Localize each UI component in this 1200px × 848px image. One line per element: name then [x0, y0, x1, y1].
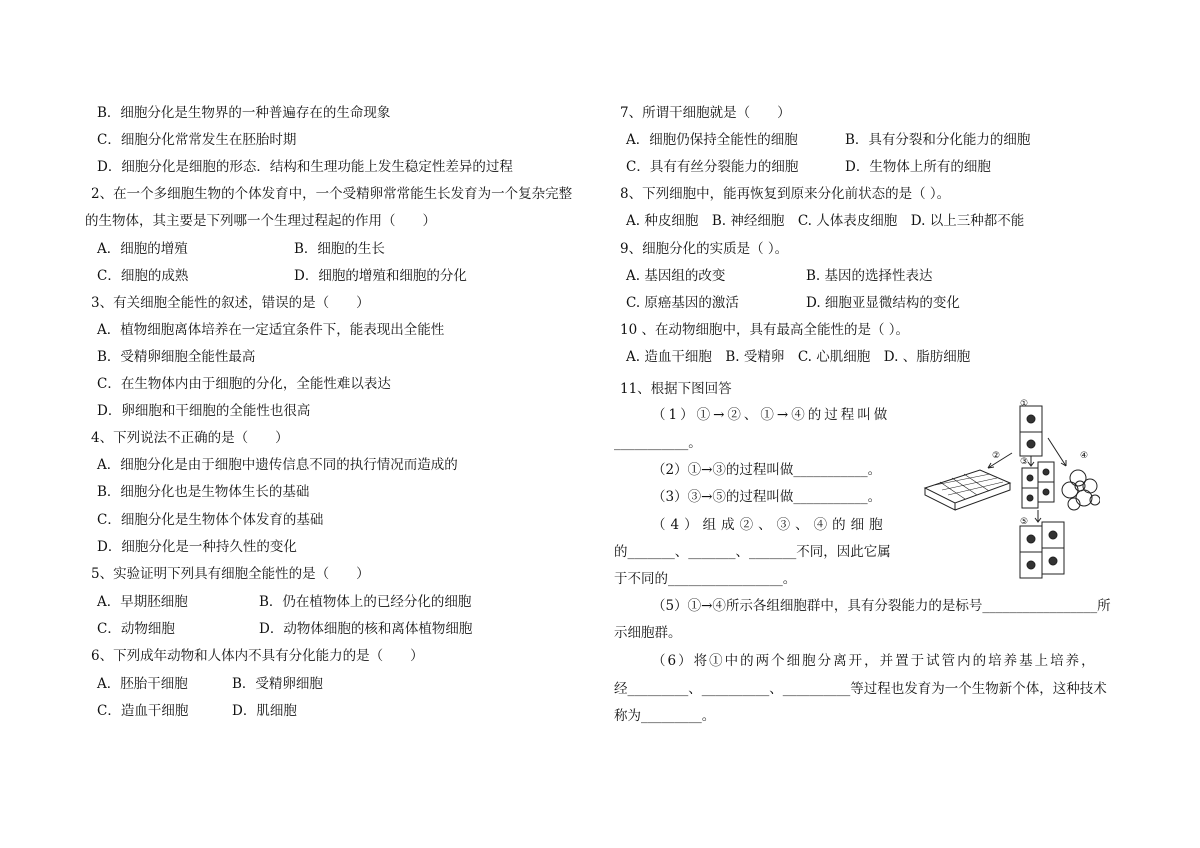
q5-option-d: D．动物体细胞的核和离体植物细胞	[259, 621, 473, 637]
q4-stem: 4、下列说法不正确的是（ ）	[91, 430, 289, 446]
figure-label-5: ⑤	[1020, 517, 1029, 527]
q11-part1: （1）①→②、①→④的过程叫做	[652, 407, 891, 423]
q2-option-a: A．细胞的增殖	[97, 241, 188, 257]
q9-option-b: B. 基因的选择性表达	[806, 268, 933, 284]
q3-option-a: A．植物细胞离体培养在一定适宜条件下，能表现出全能性	[97, 322, 445, 338]
figure-label-4: ④	[1080, 451, 1089, 461]
q6-option-d: D．肌细胞	[232, 703, 297, 719]
q11-part4-cont: 的_______、_______、_______不同，因此它属	[614, 544, 891, 560]
q8-options: A. 种皮细胞 B. 神经细胞 C. 人体表皮细胞 D. 以上三种都不能	[626, 213, 1025, 229]
q11-part4-cont2: 于不同的_________________。	[614, 571, 797, 587]
q11-part4: （4）组成②、③、④的细胞	[652, 517, 888, 533]
q6-stem: 6、下列成年动物和人体内不具有分化能力的是（ ）	[91, 648, 424, 664]
q9-option-c: C. 原癌基因的激活	[626, 295, 739, 311]
q3-stem: 3、有关细胞全能性的叙述，错误的是（ ）	[91, 295, 370, 311]
q7-option-c: C．具有有丝分裂能力的细胞	[626, 159, 799, 175]
q11-part6-cont: 经_________、__________、__________等过程也发育为一个生物新个体，这种技术	[614, 681, 1107, 697]
q11-part5-cont: 示细胞群。	[614, 625, 682, 641]
q3-option-d: D．卵细胞和干细胞的全能性也很高	[97, 403, 311, 419]
q7-option-d: D．生物体上所有的细胞	[845, 159, 991, 175]
figure-label-2: ②	[992, 451, 1001, 461]
q6-option-a: A．胚胎干细胞	[97, 676, 188, 692]
q7-option-b: B．具有分裂和分化能力的细胞	[845, 132, 1031, 148]
q2-option-d: D．细胞的增殖和细胞的分化	[294, 268, 467, 284]
q3-option-c: C．在生物体内由于细胞的分化，全能性难以表达	[97, 376, 391, 392]
q10-options: A. 造血干细胞 B. 受精卵 C. 心肌细胞 D. 、脂肪细胞	[626, 349, 971, 365]
q5-option-b: B．仍在植物体上的已经分化的细胞	[259, 594, 472, 610]
q5-stem: 5、实验证明下列具有细胞全能性的是（ ）	[91, 566, 370, 582]
q4-option-b: B．细胞分化也是生物体生长的基础	[97, 484, 310, 500]
tissue-2	[925, 470, 1010, 503]
q11-part6: （6）将①中的两个细胞分离开，并置于试管内的培养基上培养，	[652, 653, 1097, 669]
q2-stem: 2、在一个多细胞生物的个体发育中，一个受精卵常常能生长发育为一个复杂完整	[91, 186, 573, 202]
q11-stem: 11、根据下图回答	[620, 381, 732, 397]
q6-option-b: B．受精卵细胞	[232, 676, 323, 692]
cell-cluster-4	[1062, 470, 1100, 510]
q5-option-a: A．早期胚细胞	[97, 594, 188, 610]
q1-option-d: D．细胞分化是细胞的形态．结构和生理功能上发生稳定性差异的过程	[97, 159, 513, 175]
figure-label-1: ①	[1020, 399, 1029, 409]
cell-differentiation-figure	[920, 398, 1100, 583]
q7-stem: 7、所谓干细胞就是（ ）	[620, 105, 791, 121]
q2-option-b: B．细胞的生长	[294, 241, 385, 257]
q11-part2: （2）①→③的过程叫做___________。	[652, 462, 882, 478]
q11-part6-cont2: 称为_________。	[614, 708, 716, 724]
q10-stem: 10 、在动物细胞中，具有最高全能性的是（ ）。	[620, 322, 910, 338]
q5-option-c: C．动物细胞	[97, 621, 175, 637]
figure-label-3: ③	[1020, 457, 1029, 467]
q3-option-b: B．受精卵细胞全能性最高	[97, 349, 256, 365]
q2-stem-cont: 的生物体，其主要是下列哪一个生理过程起的作用（ ）	[85, 213, 436, 229]
q7-option-a: A．细胞仍保持全能性的细胞	[626, 132, 798, 148]
q4-option-d: D．细胞分化是一种持久性的变化	[97, 539, 297, 555]
q8-stem: 8、下列细胞中，能再恢复到原来分化前状态的是（ ）。	[620, 186, 951, 202]
q11-part1-blank: ___________。	[614, 435, 702, 451]
q4-option-c: C．细胞分化是生物体个体发育的基础	[97, 512, 324, 528]
q9-stem: 9、细胞分化的实质是（ ）。	[620, 241, 789, 257]
q1-option-c: C．细胞分化常常发生在胚胎时期	[97, 132, 297, 148]
q2-option-c: C．细胞的成熟	[97, 268, 189, 284]
q1-option-b: B．细胞分化是生物界的一种普遍存在的生命现象	[97, 105, 391, 121]
q6-option-c: C．造血干细胞	[97, 703, 189, 719]
q11-part5: （5）①→④所示各组细胞群中，具有分裂能力的是标号_________________所	[652, 598, 1111, 614]
q9-option-d: D. 细胞亚显微结构的变化	[806, 295, 960, 311]
q9-option-a: A. 基因组的改变	[626, 268, 726, 284]
q4-option-a: A．细胞分化是由于细胞中遗传信息不同的执行情况而造成的	[97, 457, 458, 473]
q11-part3: （3）③→⑤的过程叫做___________。	[652, 489, 882, 505]
